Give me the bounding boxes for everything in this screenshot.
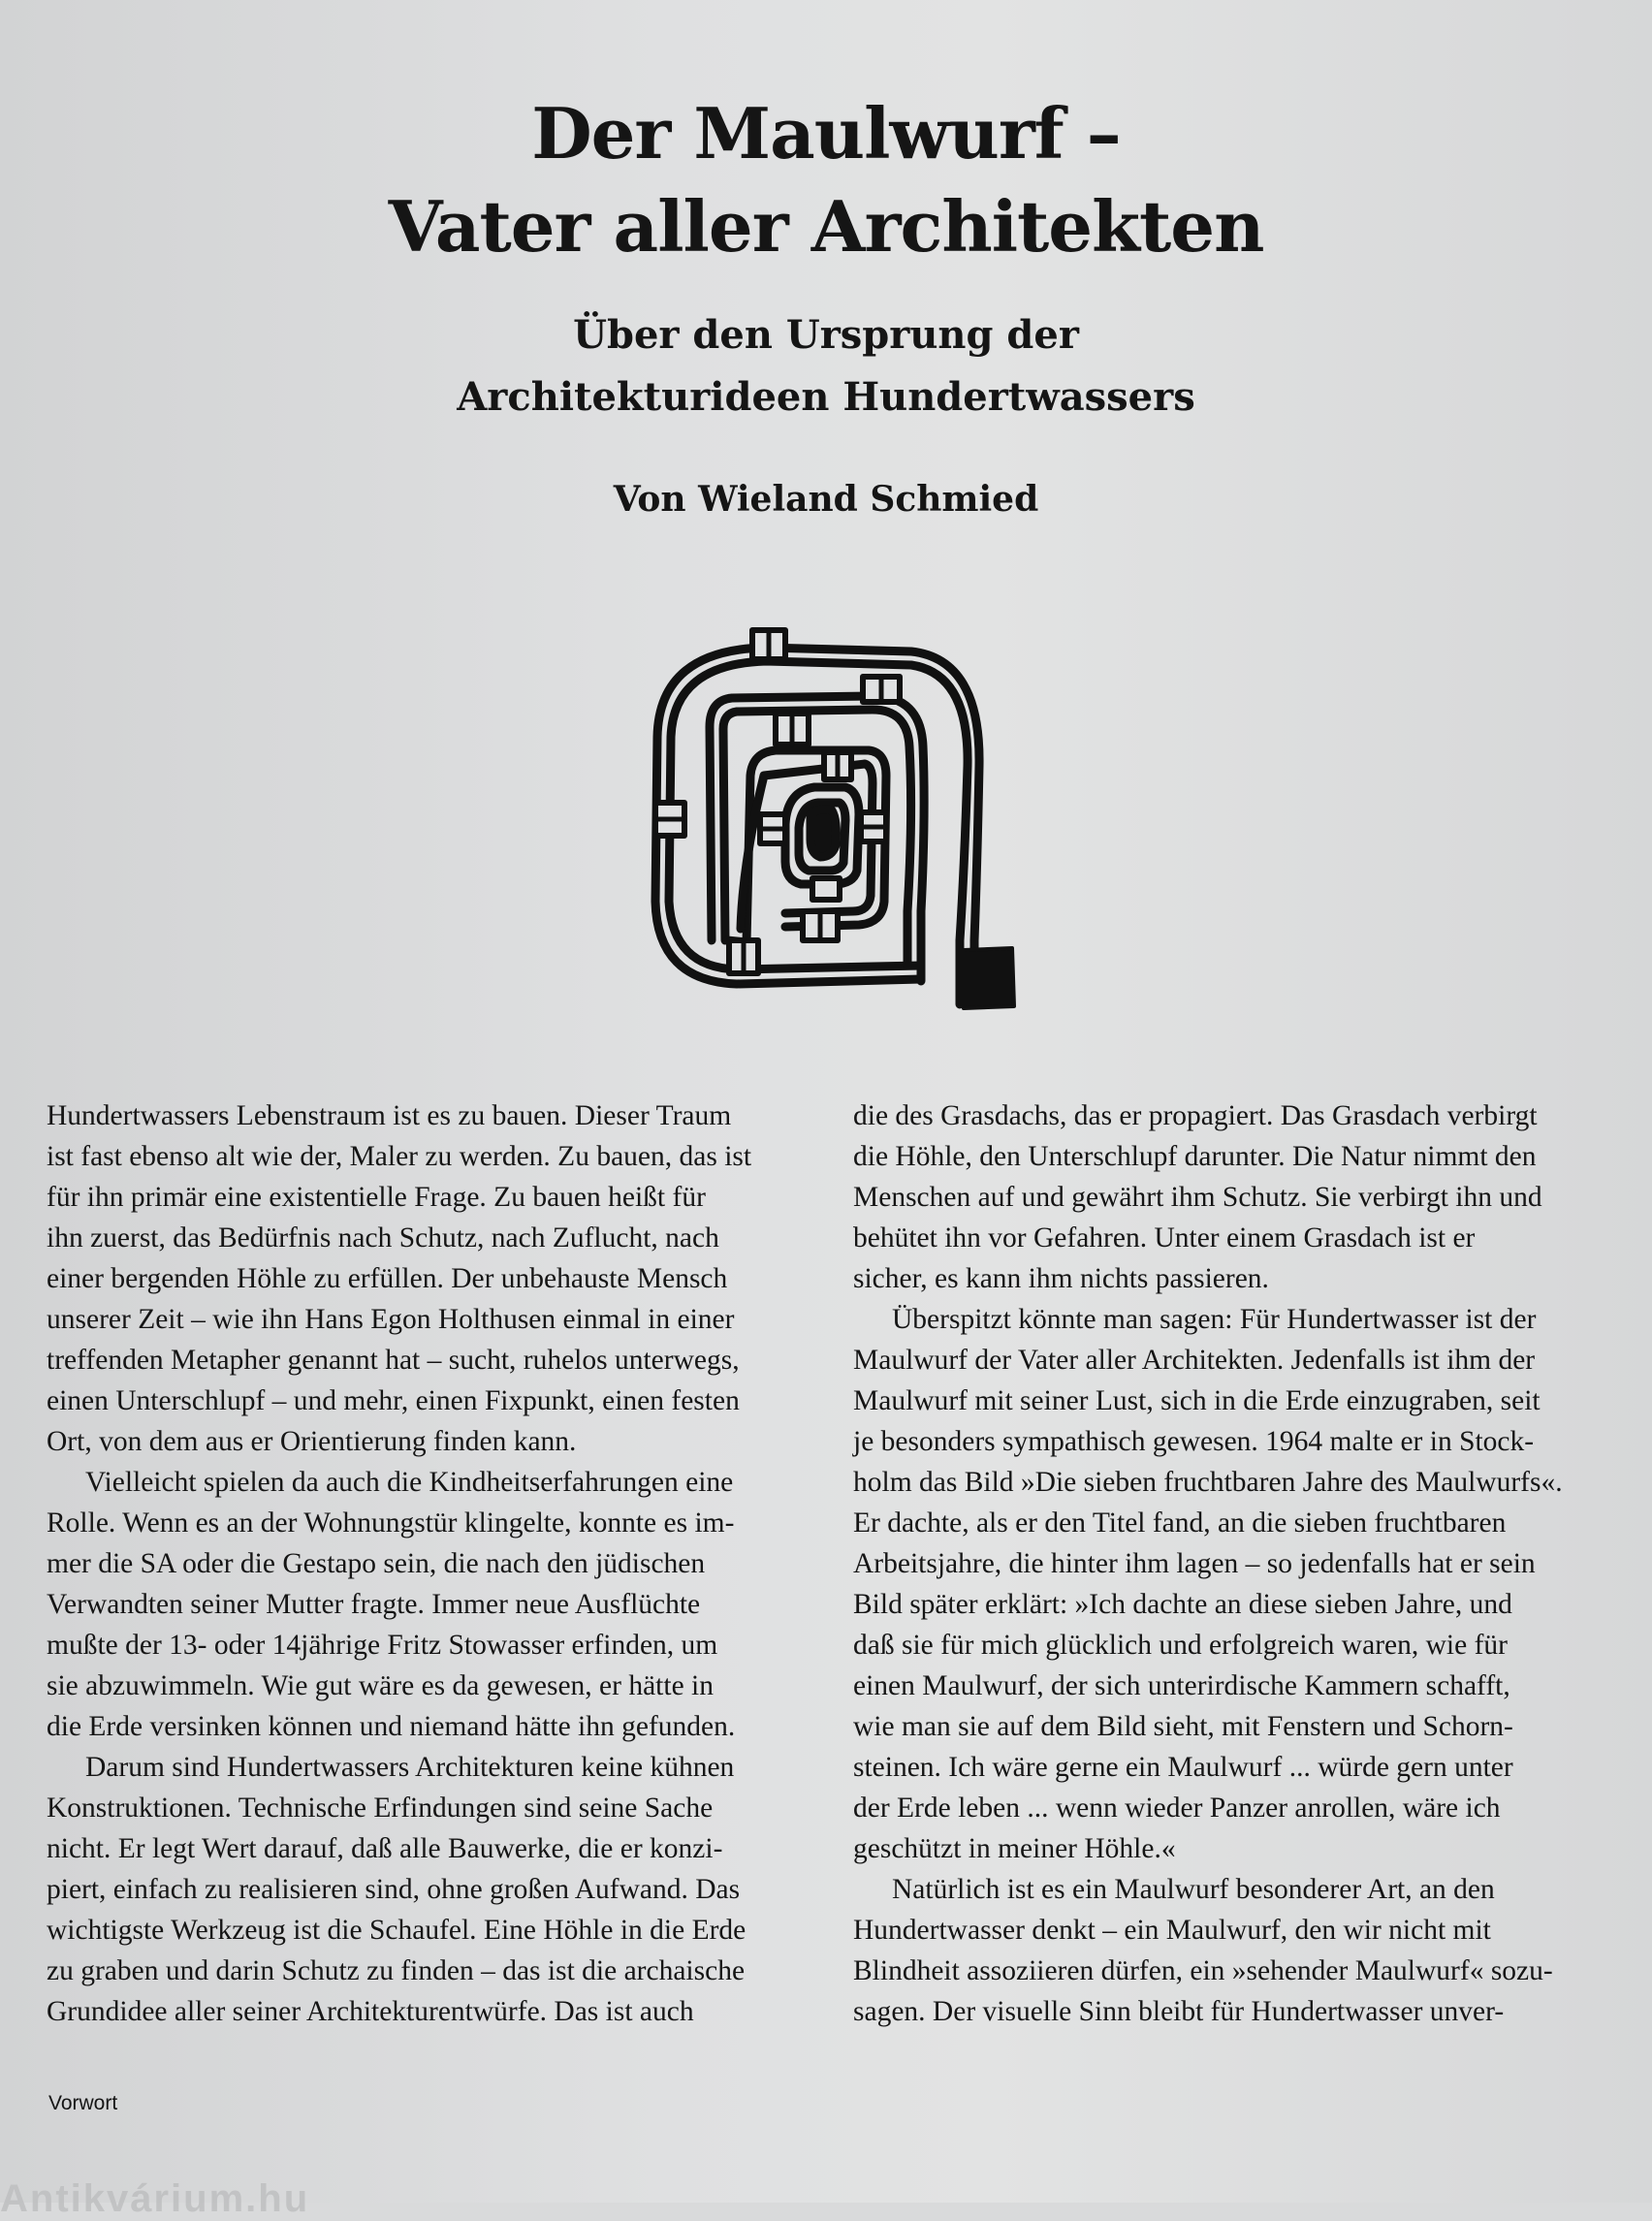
text-line: steinen. Ich wäre gerne ein Maulwurf ... würde gern unter <box>853 1752 1513 1783</box>
text-line: geschützt in meiner Höhle.« <box>853 1833 1176 1864</box>
text-line: Ort, von dem aus er Orientierung finden kann. <box>47 1426 577 1457</box>
text-line: Rolle. Wenn es an der Wohnungstür klingelte, konnte es im- <box>47 1507 735 1539</box>
text-line: piert, einfach zu realisieren sind, ohne großen Aufwand. Das <box>47 1874 741 1905</box>
text-line: holm das Bild »Die sieben fruchtbaren Jahre des Maulwurfs«. <box>853 1467 1563 1498</box>
text-line: Bild später erklärt: »Ich dachte an diese sieben Jahre, und <box>853 1589 1512 1620</box>
text-line: ihn zuerst, das Bedürfnis nach Schutz, nach Zuflucht, nach <box>47 1222 719 1253</box>
right-text-column <box>853 1095 1629 2032</box>
text-line: sie abzuwimmeln. Wie gut wäre es da gewesen, er hätte in <box>47 1670 714 1701</box>
text-line: sagen. Der visuelle Sinn bleibt für Hundertwasser unver- <box>853 1996 1505 2027</box>
text-line: unserer Zeit – wie ihn Hans Egon Holthusen einmal in einer <box>47 1304 735 1335</box>
text-line: der Erde leben ... wenn wieder Panzer anrollen, wäre ich <box>853 1793 1501 1824</box>
text-line: die des Grasdachs, das er propagiert. Das Grasdach verbirgt <box>853 1100 1538 1131</box>
text-line: Maulwurf mit seiner Lust, sich in die Erde einzugraben, seit <box>853 1385 1541 1416</box>
text-line: nicht. Er legt Wert darauf, daß alle Bauwerke, die er konzi- <box>47 1833 723 1864</box>
mole-burrow-spiral-drawing <box>640 620 1028 1018</box>
title-line-1: Der Maulwurf – <box>531 92 1121 175</box>
text-line: mußte der 13- oder 14jährige Fritz Stowasser erfinden, um <box>47 1630 718 1661</box>
text-line: Darum sind Hundertwassers Architekturen keine kühnen <box>85 1752 735 1783</box>
text-line: Konstruktionen. Technische Erfindungen sind seine Sache <box>47 1793 714 1824</box>
text-line: Überspitzt könnte man sagen: Für Hundertwasser ist der <box>892 1304 1537 1335</box>
text-line: Arbeitsjahre, die hinter ihm lagen – so jedenfalls hat er sein <box>853 1548 1536 1579</box>
text-line: daß sie für mich glücklich und erfolgreich waren, wie für <box>853 1630 1508 1661</box>
text-line: Verwandten seiner Mutter fragte. Immer neue Ausflüchte <box>47 1589 701 1620</box>
text-line: Hundertwasser denkt – ein Maulwurf, den wir nicht mit <box>853 1915 1491 1946</box>
title-line-2: Vater aller Architekten <box>388 185 1264 268</box>
text-line: einen Maulwurf, der sich unterirdische Kammern schafft, <box>853 1670 1510 1701</box>
watermark: Antikvárium.hu <box>0 2177 310 2220</box>
text-line: Hundertwassers Lebenstraum ist es zu bauen. Dieser Traum <box>47 1100 732 1131</box>
text-line: wichtigste Werkzeug ist die Schaufel. Eine Höhle in die Erde <box>47 1915 747 1946</box>
left-text-column <box>47 1095 812 2032</box>
text-line: Maulwurf der Vater aller Architekten. Jedenfalls ist ihm der <box>853 1345 1536 1376</box>
text-line: die Erde versinken können und niemand hätte ihn gefunden. <box>47 1711 736 1742</box>
text-line: wie man sie auf dem Bild sieht, mit Fenstern und Schorn- <box>853 1711 1513 1742</box>
text-line: mer die SA oder die Gestapo sein, die nach den jüdischen <box>47 1548 706 1579</box>
text-line: Grundidee aller seiner Architekturentwürfe. Das ist auch <box>47 1996 694 2027</box>
text-line: je besonders sympathisch gewesen. 1964 malte er in Stock- <box>853 1426 1535 1457</box>
text-line: die Höhle, den Unterschlupf darunter. Die Natur nimmt den <box>853 1141 1537 1172</box>
text-line: Vielleicht spielen da auch die Kindheitserfahrungen eine <box>85 1467 734 1498</box>
subtitle-line-2: Architekturideen Hundertwassers <box>457 374 1195 420</box>
subtitle-line-1: Über den Ursprung der <box>573 312 1079 358</box>
text-line: einen Unterschlupf – und mehr, einen Fixpunkt, einen festen <box>47 1385 740 1416</box>
text-line: behütet ihn vor Gefahren. Unter einem Grasdach ist er <box>853 1222 1476 1253</box>
text-line: Natürlich ist es ein Maulwurf besonderer Art, an den <box>892 1874 1495 1905</box>
text-line: Er dachte, als er den Titel fand, an die sieben fruchtbaren <box>853 1507 1507 1539</box>
text-line: ist fast ebenso alt wie der, Maler zu werden. Zu bauen, das ist <box>47 1141 752 1172</box>
section-footer: Vorwort <box>48 2092 118 2114</box>
text-line: zu graben und darin Schutz zu finden – das ist die archaische <box>47 1955 746 1986</box>
text-line: für ihn primär eine existentielle Frage. Zu bauen heißt für <box>47 1182 706 1213</box>
text-line: sicher, es kann ihm nichts passieren. <box>853 1263 1269 1294</box>
text-line: einer bergenden Höhle zu erfüllen. Der unbehauste Mensch <box>47 1263 728 1294</box>
author-byline: Von Wieland Schmied <box>613 479 1039 520</box>
text-line: Menschen auf und gewährt ihm Schutz. Sie verbirgt ihn und <box>853 1182 1542 1213</box>
text-line: Blindheit assoziieren dürfen, ein »sehender Maulwurf« sozu- <box>853 1955 1553 1986</box>
text-line: treffenden Metapher genannt hat – sucht, ruhelos unterwegs, <box>47 1345 740 1376</box>
